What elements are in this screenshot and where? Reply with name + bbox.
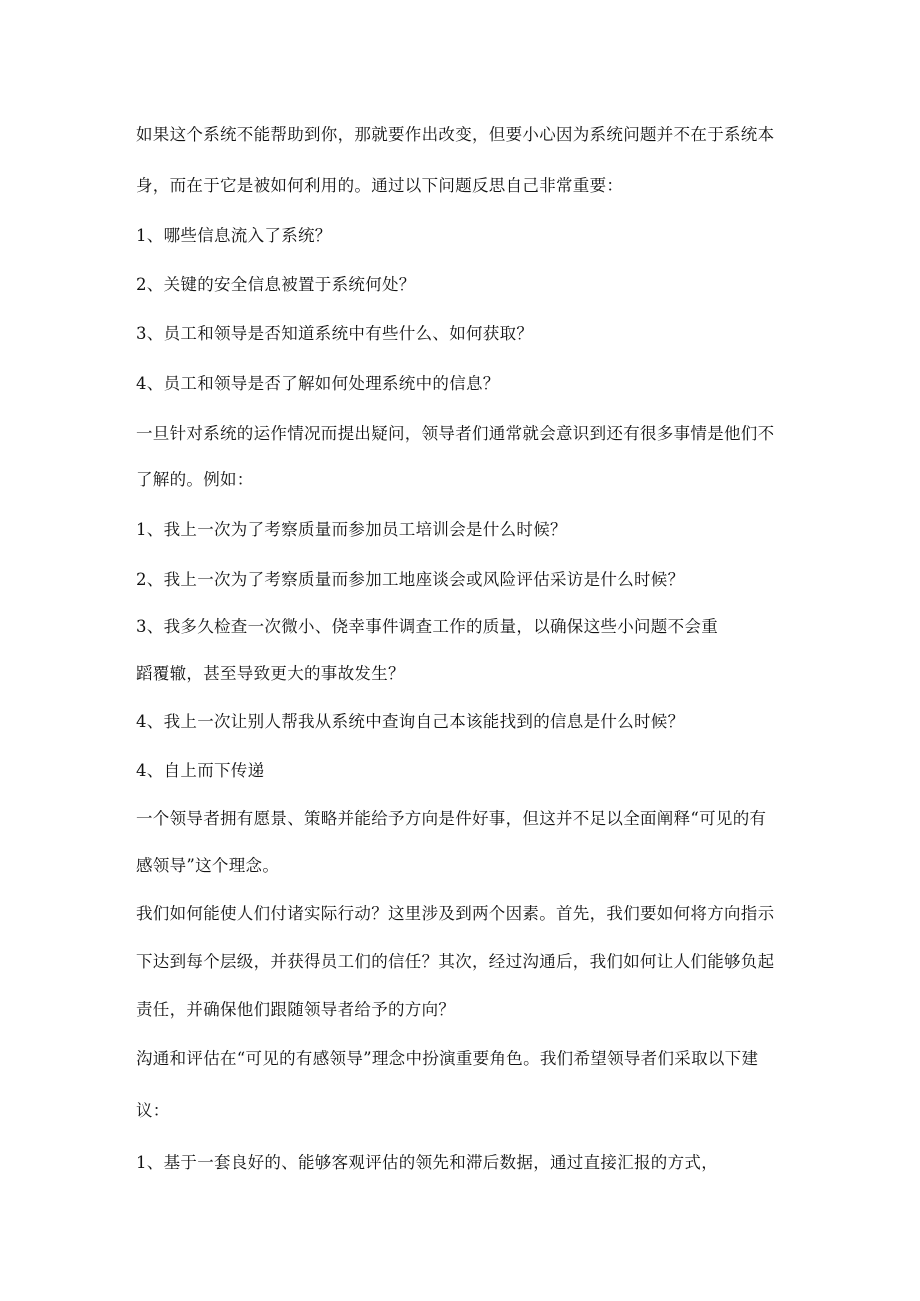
list-item: 2、关键的安全信息被置于系统何处？ <box>136 275 416 294</box>
paragraph-line: 下达到每个层级，并获得员工们的信任？其次，经过沟通后，我们如何让人们能够负起 <box>136 952 775 971</box>
paragraph-line: 如果这个系统不能帮助到你，那就要作出改变，但要小心因为系统问题并不在于系统本 <box>136 125 775 144</box>
list-item: 1、基于一套良好的、能够客观评估的领先和滞后数据，通过直接汇报的方式， <box>136 1153 718 1172</box>
list-item: 1、我上一次为了考察质量而参加员工培训会是什么时候？ <box>136 520 567 539</box>
list-item: 3、员工和领导是否知道系统中有些什么、如何获取？ <box>136 324 534 343</box>
list-item: 1、哪些信息流入了系统？ <box>136 226 332 245</box>
paragraph-line: 了解的。例如： <box>136 470 254 489</box>
paragraph-line: 感领导”这个理念。 <box>136 856 280 875</box>
paragraph-line: 一旦针对系统的运作情况而提出疑问，领导者们通常就会意识到还有很多事情是他们不 <box>136 424 775 443</box>
paragraph-line: 身，而在于它是被如何利用的。通过以下问题反思自己非常重要： <box>136 176 624 195</box>
paragraph-line: 议： <box>136 1101 170 1120</box>
paragraph-line: 责任，并确保他们跟随领导者给予的方向？ <box>136 1000 456 1019</box>
list-item: 4、我上一次让别人帮我从系统中查询自己本该能找到的信息是什么时候？ <box>136 712 685 731</box>
list-item: 4、员工和领导是否了解如何处理系统中的信息？ <box>136 374 500 393</box>
section-heading: 4、自上而下传递 <box>136 761 265 780</box>
list-item: 蹈覆辙，甚至导致更大的事故发生？ <box>136 664 405 683</box>
list-item: 2、我上一次为了考察质量而参加工地座谈会或风险评估采访是什么时候？ <box>136 570 685 589</box>
paragraph-line: 沟通和评估在“可见的有感领导”理念中扮演重要角色。我们希望领导者们采取以下建 <box>136 1049 759 1068</box>
paragraph-line: 一个领导者拥有愿景、策略并能给予方向是件好事，但这并不足以全面阐释“可见的有 <box>136 809 767 828</box>
list-item: 3、我多久检查一次微小、侥幸事件调查工作的质量，以确保这些小问题不会重 <box>136 617 718 636</box>
paragraph-line: 我们如何能使人们付诸实际行动？这里涉及到两个因素。首先，我们要如何将方向指示 <box>136 904 775 923</box>
